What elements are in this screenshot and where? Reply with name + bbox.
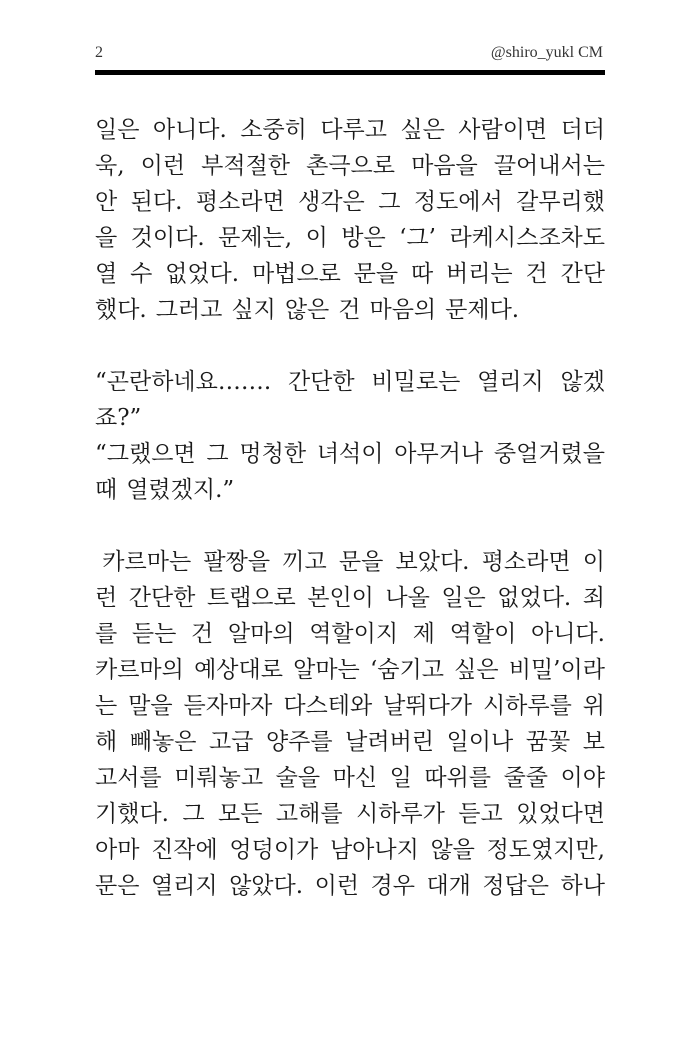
text-line <box>95 400 605 436</box>
text-line <box>95 220 605 256</box>
word: 때 <box>95 477 118 503</box>
word: 이 <box>582 549 605 575</box>
text-line <box>95 472 605 508</box>
text-line <box>95 184 605 220</box>
text-line <box>95 292 605 328</box>
word: 다스테와 <box>283 693 373 719</box>
word: 마음을 <box>411 153 478 179</box>
word: 시하루가 <box>355 801 445 827</box>
word: 촌극으로 <box>306 153 395 179</box>
word: 열리지 <box>150 873 218 899</box>
word: 라케시스조차도 <box>449 225 605 251</box>
word: 듣자마자 <box>183 693 273 719</box>
word: 보았다. <box>395 549 470 575</box>
word: 고해를 <box>275 801 343 827</box>
word: 듣고 <box>458 801 503 827</box>
header-divider <box>95 70 605 75</box>
word: 날려버린 <box>345 729 435 755</box>
word: 정도에서 <box>413 189 503 215</box>
word: 빼놓은 <box>129 729 197 755</box>
word: 비밀로는 <box>371 369 461 395</box>
word: 열 <box>95 261 118 287</box>
word: 것이다. <box>130 225 205 251</box>
word: 정도였지만, <box>486 837 605 863</box>
word: 을 <box>95 225 118 251</box>
word: 날뛰다가 <box>383 693 473 719</box>
word: 문제다. <box>445 297 520 323</box>
word: 일은 <box>441 585 486 611</box>
text-line <box>95 148 605 184</box>
word: 줄줄 <box>503 765 548 791</box>
word: 예상대로 <box>194 657 283 683</box>
word: 더더 <box>560 117 605 143</box>
text-line <box>95 796 605 832</box>
word: 멍청한 <box>239 441 307 467</box>
page-header <box>95 44 605 66</box>
word: 문은 <box>95 873 140 899</box>
word: 끼고 <box>282 549 327 575</box>
word: 아마 <box>95 837 140 863</box>
paragraph-gap <box>95 328 605 364</box>
word: 하나 <box>560 873 605 899</box>
word: 일 <box>389 765 412 791</box>
text-line <box>95 364 605 400</box>
word: 그러고 <box>155 297 223 323</box>
word: 를 <box>95 621 118 647</box>
text-line <box>95 436 605 472</box>
word: 평소라면 <box>481 549 571 575</box>
word: 경우 <box>370 873 415 899</box>
word: 마신 <box>332 765 378 791</box>
word: 시하루를 <box>482 693 572 719</box>
word: 따 <box>410 261 434 287</box>
word: 아니다. <box>152 117 227 143</box>
word: 양주를 <box>265 729 333 755</box>
word: 녀석이 <box>316 441 384 467</box>
word: 않겠 <box>560 369 605 395</box>
word: 건 <box>338 297 361 323</box>
word: 역할이 <box>449 621 517 647</box>
text-line <box>95 256 605 292</box>
word: 싶지 <box>231 297 276 323</box>
word: 그 <box>182 801 205 827</box>
word: 엉덩이가 <box>229 837 319 863</box>
word: 해 <box>95 729 118 755</box>
paragraph-gap <box>95 508 605 544</box>
word: 꿈꽃 <box>525 729 571 755</box>
word: 따위를 <box>424 765 492 791</box>
author-handle: @shiro_yukl CM <box>490 44 603 61</box>
word: 버리는 <box>446 261 513 287</box>
word: 건 <box>525 261 548 287</box>
word: 싶은 <box>454 657 499 683</box>
text-line <box>95 832 605 868</box>
word: 않았다. <box>229 873 304 899</box>
word: 열렸겠지.” <box>126 477 235 503</box>
word: 욱, <box>95 153 125 179</box>
word: 건 <box>191 621 214 647</box>
word: 마법으로 <box>251 261 341 287</box>
word: 문제는, <box>218 225 293 251</box>
word: 안 <box>95 189 118 215</box>
word: ‘그’ <box>399 225 436 251</box>
text-line <box>95 724 605 760</box>
word: 트랩으로 <box>206 585 296 611</box>
word: 정답은 <box>482 873 550 899</box>
text-line <box>95 868 605 904</box>
word: 다루고 <box>320 117 387 143</box>
word: 없었다. <box>497 585 572 611</box>
word: 모든 <box>218 801 263 827</box>
text-line <box>95 652 605 688</box>
word: 아무거나 <box>394 441 484 467</box>
word: 부적절한 <box>201 153 291 179</box>
word: 간단한 <box>287 369 355 395</box>
word: 고서를 <box>95 765 162 791</box>
word: 그 <box>206 441 229 467</box>
word: 나올 <box>385 585 430 611</box>
text-line <box>95 688 605 724</box>
word: 알마의 <box>227 621 295 647</box>
word: 끌어내서는 <box>493 153 605 179</box>
word: 했다. <box>95 297 147 323</box>
word: 중얼거렸을 <box>493 441 605 467</box>
word: 생각은 <box>298 189 365 215</box>
word: 제 <box>412 621 435 647</box>
word: 된다. <box>130 189 183 215</box>
word: 간단한 <box>128 585 196 611</box>
body-text <box>95 112 605 904</box>
word: 그 <box>378 189 401 215</box>
word: 아니다. <box>530 621 605 647</box>
word: 남아나지 <box>329 837 419 863</box>
word: 죠?” <box>95 405 142 431</box>
word: 열리지 <box>477 369 544 395</box>
word: 알마는 <box>293 657 360 683</box>
word: 팔짱을 <box>203 549 271 575</box>
word: 이 <box>305 225 328 251</box>
word: 위 <box>582 693 605 719</box>
word: 보 <box>582 729 605 755</box>
word: 일이나 <box>446 729 514 755</box>
word: 않을 <box>430 837 475 863</box>
text-line <box>95 616 605 652</box>
word: “그랬으면 <box>95 441 196 467</box>
word: 않은 <box>284 297 330 323</box>
word: 말을 <box>128 693 173 719</box>
text-line <box>95 760 605 796</box>
word: 역할이지 <box>309 621 399 647</box>
word: 듣는 <box>131 621 177 647</box>
word: 평소라면 <box>195 189 285 215</box>
word: 있었다면 <box>516 801 605 827</box>
word: 죄 <box>582 585 605 611</box>
word: 이야 <box>560 765 605 791</box>
text-line <box>95 544 605 580</box>
word: 문을 <box>338 549 384 575</box>
word: 런 <box>95 585 118 611</box>
word: 마음의 <box>369 297 437 323</box>
word: 비밀’이라 <box>508 657 605 683</box>
word: 는 <box>95 693 118 719</box>
word: 방은 <box>341 225 386 251</box>
word: 없었다. <box>165 261 240 287</box>
text-line <box>95 580 605 616</box>
word: 수 <box>130 261 153 287</box>
word: ‘숨기고 <box>369 657 444 683</box>
word: 간단 <box>560 261 605 287</box>
word: 대개 <box>426 873 471 899</box>
word: 문을 <box>353 261 399 287</box>
word: 소중히 <box>240 117 307 143</box>
word: 기했다. <box>95 801 169 827</box>
word: 사람이면 <box>458 117 548 143</box>
page-number: 2 <box>95 44 103 61</box>
word: 이런 <box>314 873 359 899</box>
word: 술을 <box>275 765 321 791</box>
word: 카르마는 <box>95 549 192 575</box>
word: 이런 <box>140 153 186 179</box>
word: “곤란하네요……. <box>95 369 272 395</box>
word: 일은 <box>95 117 140 143</box>
word: 갈무리했 <box>516 189 605 215</box>
word: 싶은 <box>400 117 445 143</box>
word: 진작에 <box>151 837 218 863</box>
text-line <box>95 112 605 148</box>
word: 미뤄놓고 <box>174 765 264 791</box>
word: 카르마의 <box>95 657 184 683</box>
word: 고급 <box>208 729 254 755</box>
word: 본인이 <box>307 585 374 611</box>
